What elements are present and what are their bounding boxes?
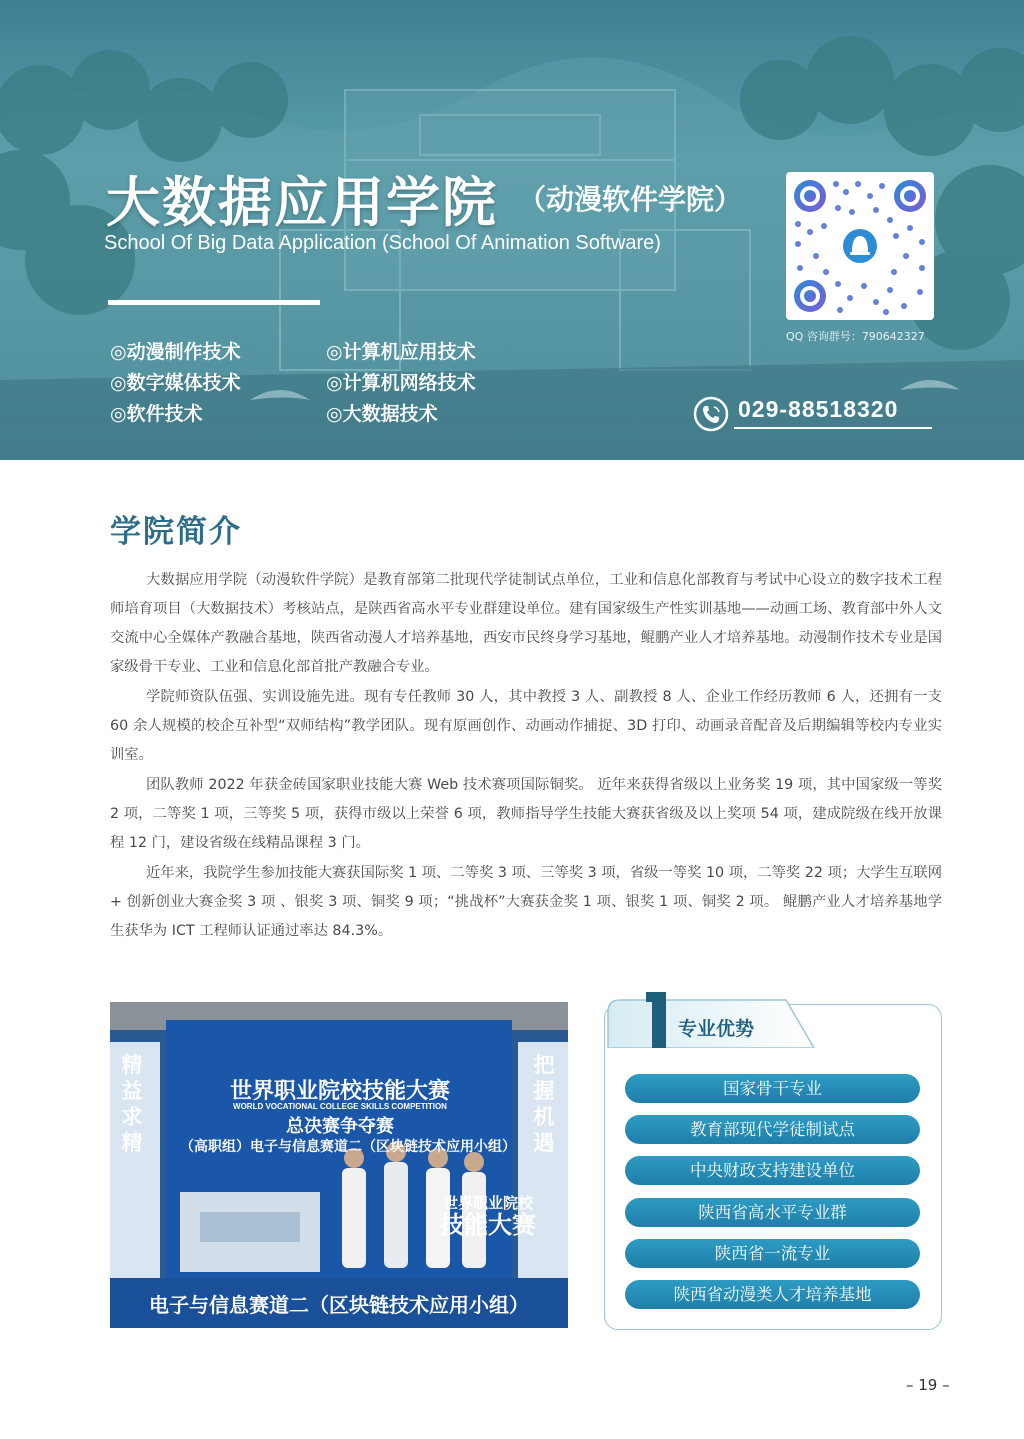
majors-list xyxy=(110,340,530,427)
major-item: ◎软件技术 xyxy=(110,403,203,425)
advantage-item: 陕西省动漫类人才培养基地 xyxy=(625,1280,920,1309)
competition-logo-text xyxy=(428,1192,548,1239)
intro-paragraph: 大数据应用学院（动漫软件学院）是教育部第二批现代学徒制试点单位，工业和信息化部教育与考试中心设立的数字技术工程师培育项目（大数据技术）考核站点，是陕西省高水平专业群建设单位。建有国家级生产性实训基地——动画工场、教育部中外人文交流中心全媒体产教融合基地，陕西省动漫人才培养基地，西安市民终身学习基地，鲲鹏产业人才培养基地。动漫制作技术专业是国家级骨干专业、工业和信息化部首批产教融合专业。 xyxy=(110,572,942,675)
title-underline xyxy=(108,300,320,305)
qq-group-caption: QQ 咨询群号：790642327 xyxy=(786,330,925,343)
advantage-item: 陕西省一流专业 xyxy=(625,1239,920,1268)
college-english-name: School Of Big Data Application (School Of Animation Software) xyxy=(104,232,661,254)
right-slogan: 把握机遇 xyxy=(533,1053,555,1155)
qr-code-icon xyxy=(786,172,934,320)
left-slogan: 精益求精 xyxy=(121,1053,143,1155)
intro-paragraph: 近年来，我院学生参加技能大赛获国际奖 1 项、二等奖 3 项、三等奖 3 项，省级一等奖 10 项，二等奖 22 项；大学生互联网 + 创新创业大赛金奖 3 项 、银奖 3 项、铜奖 9 项；“挑战杯”大赛获金奖 1 项、银奖 1 项、铜奖 2 项。 鲲鹏产业人才培养基地学生获华为 ICT 工程师认证通过率达 84.3%。 xyxy=(110,865,942,939)
header-banner xyxy=(0,0,1024,460)
major-item: ◎计算机应用技术 xyxy=(326,341,476,363)
competition-subhead: 总决赛争夺赛 xyxy=(286,1116,394,1137)
intro-paragraph: 团队教师 2022 年获金砖国家职业技能大赛 Web 技术赛项国际铜奖。 近年来获得省级以上业务奖 19 项，其中国家级一等奖 2 项，二等奖 1 项，三等奖 5 项，获得市级以上荣誉 6 项，教师指导学生技能大赛获省级及以上奖项 54 项，建成院级在线开放课程 12 门，建设省级在线精品课程 3 门。 xyxy=(110,777,942,851)
logo-line2: 技能大赛 xyxy=(440,1211,536,1239)
advantage-item: 中央财政支持建设单位 xyxy=(625,1156,920,1185)
qq-qr-code xyxy=(786,172,934,320)
competition-photo xyxy=(110,1002,568,1328)
advantage-item: 国家骨干专业 xyxy=(625,1074,920,1103)
competition-track: （高职组）电子与信息赛道二（区块链技术应用小组） xyxy=(180,1139,516,1155)
competition-headline: 世界职业院校技能大赛 xyxy=(229,1079,450,1104)
advantage-item: 教育部现代学徒制试点 xyxy=(625,1115,920,1144)
major-item: ◎数字媒体技术 xyxy=(110,372,241,394)
competition-headline-en: WORLD VOCATIONAL COLLEGE SKILLS COMPETITION xyxy=(233,1102,447,1111)
major-item: ◎计算机网络技术 xyxy=(326,372,476,394)
photo-backdrop xyxy=(110,1002,568,1328)
intro-body xyxy=(110,566,942,947)
college-subtitle: （动漫软件学院） xyxy=(518,183,743,216)
major-item: ◎大数据技术 xyxy=(326,403,438,425)
advantage-item: 陕西省高水平专业群 xyxy=(625,1198,920,1227)
intro-heading: 学院简介 xyxy=(110,514,242,550)
advantages-list xyxy=(625,1074,920,1321)
college-title: 大数据应用学院 xyxy=(106,171,498,234)
phone-underline xyxy=(734,427,932,429)
advantages-title: 专业优势 xyxy=(678,1018,755,1040)
page-number: – 19 – xyxy=(906,1376,950,1394)
bottom-banner-text: 电子与信息赛道二（区块链技术应用小组） xyxy=(149,1293,529,1317)
major-item: ◎动漫制作技术 xyxy=(110,341,241,363)
phone-icon xyxy=(693,396,729,432)
logo-line1: 世界职业院校 xyxy=(442,1194,533,1212)
contact-phone[interactable]: 029-88518320 xyxy=(738,396,899,422)
intro-paragraph: 学院师资队伍强、实训设施先进。现有专任教师 30 人，其中教授 3 人、副教授 8 人、企业工作经历教师 6 人，还拥有一支 60 余人规模的校企互补型“双师结构”教学团队。现有原画创作、动画动作捕捉、3D 打印、动画录音配音及后期编辑等校内专业实训室。 xyxy=(110,689,942,763)
